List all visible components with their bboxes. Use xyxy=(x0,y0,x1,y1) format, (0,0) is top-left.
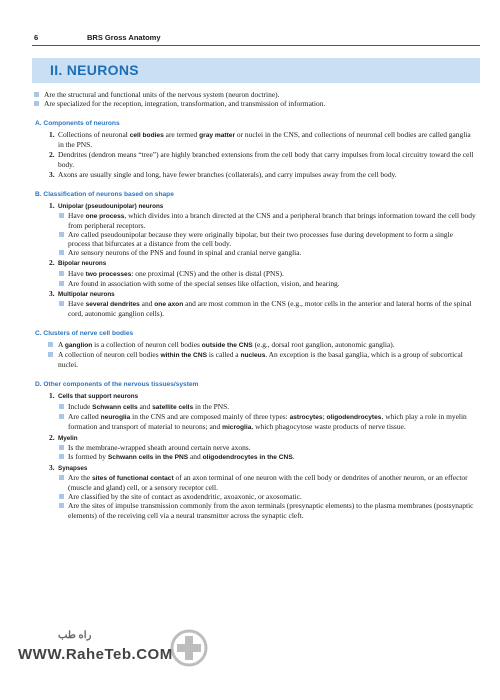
sub-bullet: A ganglion is a collection of neuron cell bodies outside the CNS (e.g., dorsal root ganglion, autonomic ganglia). xyxy=(32,340,476,350)
page-number: 6 xyxy=(34,33,39,42)
section-b xyxy=(32,190,476,318)
sub-bullet: Have one process, which divides into a branch directed at the CNS and a peripheral branch that brings information toward the cell body from peripheral receptors. xyxy=(32,211,476,230)
bullet-square-icon xyxy=(48,342,53,347)
bullet-square-icon xyxy=(59,404,64,409)
bullet-square-icon xyxy=(59,232,64,237)
sub-bullet: Are sensory neurons of the PNS and found in spinal and cranial nerve ganglia. xyxy=(32,248,476,257)
sub-bullet: Have several dendrites and one axon and are most common in the CNS (e.g., motor cells in the anterior and lateral horns of the spinal cord, autonomic ganglion cells). xyxy=(32,299,476,318)
section-heading: D. Other components of the nervous tissues/system xyxy=(35,381,199,389)
sub-bullet: Are the sites of functional contact of an axon terminal of one neuron with the cell body or dendrites of another neuron, or an effector (muscle and gland) cell, or a sensory receptor cell. xyxy=(32,473,476,492)
bullet-square-icon xyxy=(34,92,39,97)
bullet-square-icon xyxy=(59,414,64,419)
bullet-square-icon xyxy=(34,101,39,106)
numbered-item: 1. Unipolar (pseudounipolar) neurons xyxy=(49,200,164,210)
bullet-square-icon xyxy=(59,301,64,306)
section-heading: A. Components of neurons xyxy=(35,120,120,128)
numbered-item: 3. Synapses xyxy=(49,463,88,473)
numbered-item: 3. Multipolar neurons xyxy=(49,288,115,298)
numbered-item: 3. Axons are usually single and long, have fewer branches (collaterals), and carry impulses away from the cell body. xyxy=(49,169,397,179)
bullet-square-icon xyxy=(59,454,64,459)
bullet-square-icon xyxy=(59,271,64,276)
intro-bullet: Are specialized for the reception, integration, transformation, and transmission of information. xyxy=(32,99,476,108)
sub-bullet: Are called pseudounipolar because they were originally bipolar, but their two processes fuse during development to form a single process that bifurcates at a distance from the cell body. xyxy=(32,230,476,248)
bullet-square-icon xyxy=(59,475,64,480)
running-header xyxy=(32,33,480,46)
section-title-bar xyxy=(32,58,480,83)
numbered-item: 2. Myelin xyxy=(49,432,78,442)
intro-bullet: Are the structural and functional units of the nervous system (neuron doctrine). xyxy=(32,90,476,99)
sub-bullet: Are found in association with some of the special senses like olfaction, vision, and hearing. xyxy=(32,279,476,288)
numbered-item: 2. Dendrites (dendron means “tree”) are highly branched extensions from the cell body that carry impulses from local circuitry toward the cell body. xyxy=(49,150,474,169)
bullet-square-icon xyxy=(59,250,64,255)
section-title: II. NEURONS xyxy=(50,62,139,78)
numbered-item: 1. Cells that support neurons xyxy=(49,391,139,401)
bullet-square-icon xyxy=(59,213,64,218)
section-a xyxy=(32,119,476,179)
section-heading: B. Classification of neurons based on shape xyxy=(35,190,174,198)
bullet-square-icon xyxy=(59,445,64,450)
book-title: BRS Gross Anatomy xyxy=(87,33,161,42)
numbered-item: 2. Bipolar neurons xyxy=(49,258,107,268)
sub-bullet: Include Schwann cells and satellite cells in the PNS. xyxy=(32,402,476,412)
watermark xyxy=(18,630,173,663)
sub-bullet: Are called neuroglia in the CNS and are composed mainly of three types: astrocytes; oligodendrocytes, which play a role in myelin formation and transport of material to neurons; and microglia, which phagocytose waste products of nerve tissue. xyxy=(32,412,476,432)
sub-bullet: Are the sites of impulse transmission commonly from the axon terminals (presynaptic elements) to the plasma membranes (postsynaptic elements) of the receiving cell via a neural transmitter across the synaptic cleft. xyxy=(32,501,476,519)
sub-bullet: Is formed by Schwann cells in the PNS and oligodendrocytes in the CNS. xyxy=(32,452,476,462)
bullet-square-icon xyxy=(59,281,64,286)
bullet-square-icon xyxy=(48,352,53,357)
section-heading: C. Clusters of nerve cell bodies xyxy=(35,329,134,337)
bullet-square-icon xyxy=(59,503,64,508)
numbered-item: 1. Collections of neuronal cell bodies are termed gray matter or nuclei in the CNS, and collections of neuronal cell bodies are called ganglia in the PNS. xyxy=(49,130,471,150)
section-c xyxy=(32,329,476,369)
watermark-url: WWW.RaheTeb.COM xyxy=(18,646,173,663)
watermark-farsi: راه طب xyxy=(58,630,92,641)
sub-bullet: Have two processes: one proximal (CNS) and the other is distal (PNS). xyxy=(32,269,476,279)
page-content xyxy=(32,90,476,520)
sub-bullet: Are classified by the site of contact as axodendritic, axoaxonic, or axosomatic. xyxy=(32,492,476,501)
section-d xyxy=(32,380,476,519)
sub-bullet: Is the membrane-wrapped sheath around certain nerve axons. xyxy=(32,443,476,452)
sub-bullet: A collection of neuron cell bodies within the CNS is called a nucleus. An exception is the basal ganglia, which is a group of subcortical nuclei. xyxy=(32,350,476,369)
bullet-square-icon xyxy=(59,494,64,499)
